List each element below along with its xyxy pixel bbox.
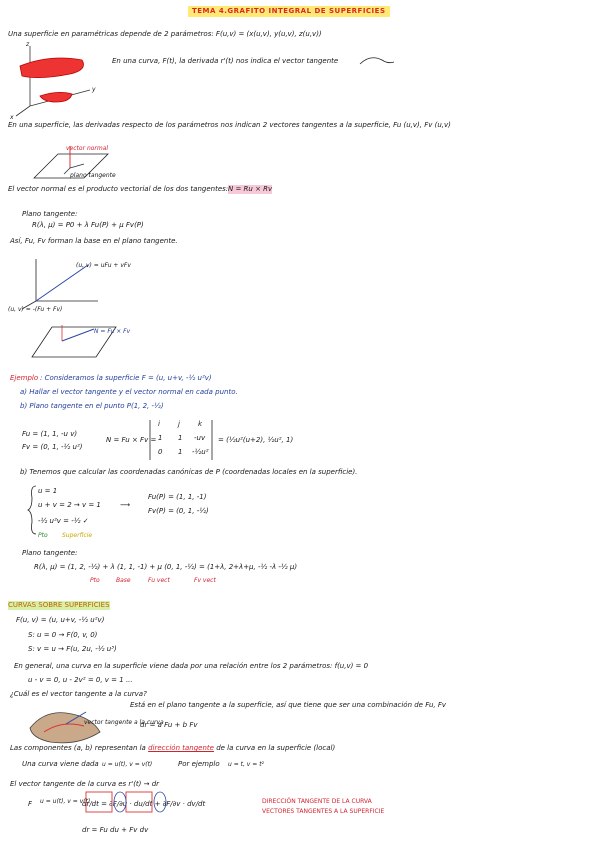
intro-line-2: En una curva, F(t), la derivada r'(t) nos indica el vector tangente — [112, 57, 339, 65]
axis-z-label: z — [26, 41, 30, 48]
b-note: b) Tenemos que calcular las coordenadas canónicas de P (coordenadas locales en la superficie). — [20, 468, 358, 476]
fu-at-p: Fu(P) = (1, 1, -1) — [148, 493, 207, 501]
axis-x-label: x — [10, 114, 14, 121]
plane-label: plano tangente — [70, 172, 116, 179]
curves-s2: S: v = u → F(u, 2u, -½ u³) — [28, 645, 117, 653]
plane-tangent-heading: Plano tangente: — [22, 210, 78, 218]
example-part-b: b) Plano tangente en el punto P(1, 2, -½) — [20, 402, 164, 410]
under-label-1: Pto — [90, 577, 100, 584]
curve-given: Una curva viene dada — [22, 760, 99, 768]
curve-example: Por ejemplo — [178, 760, 220, 768]
a-fu: Fu = (1, 1, -u v) — [22, 430, 78, 438]
a-normal-label: N = Fu × Fv = — [106, 436, 157, 444]
curves-heading: CURVAS SOBRE SUPERFICIES — [8, 601, 110, 609]
under-label-4: Fv vect — [194, 577, 216, 584]
final-eq: dr = Fu du + Fv dv — [82, 826, 149, 834]
curves-examples: u - v = 0, u - 2v² = 0, v = 1 ... — [28, 676, 133, 684]
page-title: TEMA 4.GRAFITO INTEGRAL DE SUPERFICIES — [188, 6, 390, 17]
under-label-2: Base — [116, 577, 131, 584]
curves-answer: Está en el plano tangente a la superficie, así que tiene que ser una combinación de Fu, Fv — [130, 701, 447, 709]
curves-f: F(u, v) = (u, u+v, -½ u²v) — [16, 616, 105, 624]
axis-y-label: y — [92, 86, 96, 93]
curves-question: ¿Cuál es el vector tangente a la curva? — [10, 690, 147, 698]
intro-line-1: Una superficie en paramétricas depende de 2 parámetros: F(u,v) = (x(u,v), y(u,v), z(u,v)) — [8, 30, 322, 38]
a-fv: Fv = (0, 1, -½ u²) — [22, 443, 83, 451]
matrix-r1c1: i — [158, 420, 160, 428]
a-result: = (½u²(u+2), ½u², 1) — [218, 436, 294, 444]
matrix-r2c1: 1 — [158, 434, 163, 442]
chain-highlight-boxes — [86, 792, 186, 822]
curve-sys: u = u(t), v = v(t) — [102, 761, 153, 768]
matrix-r2c3: -uv — [194, 434, 206, 442]
b-plane-heading: Plano tangente: — [22, 549, 78, 557]
comp-part-1: Las componentes (a, b) representan la — [10, 744, 146, 752]
example-intro: : Consideramos la superficie F = (u, u+v, -½ u²v) — [40, 374, 212, 382]
comp-part-dir: dirección tangente — [148, 744, 214, 752]
comp-line — [10, 744, 335, 753]
chain-eq: dr/dt = ∂F/∂u · du/dt + ∂F/∂v · dv/dt — [82, 800, 206, 808]
matrix-r1c2: j — [178, 420, 180, 428]
tangent-line: El vector tangente de la curva es r'(t) → dr — [10, 780, 160, 788]
plane-tangent-eq: R(λ, μ) = P0 + λ Fu(P) + μ Fv(P) — [32, 221, 144, 229]
normal-line-1: El vector normal es el producto vectorial de los dos tangentes: — [8, 185, 229, 193]
system-brace — [28, 484, 38, 536]
tangent-curve-sketch — [358, 52, 398, 72]
surface-line-1: En una superficie, las derivadas respecto de los parámetros nos indican 2 vectores tangentes a la superficie, Fu (u,v), Fv (u,v) — [8, 121, 451, 129]
curves-s1: S: u = 0 → F(0, v, 0) — [28, 631, 98, 639]
example-part-a: a) Hallar el vector tangente y el vector normal en cada punto. — [20, 388, 238, 396]
arrow-glyph: ⟶ — [120, 501, 131, 509]
comp-part-local: (local) — [313, 744, 336, 752]
normal-vector-label: vector normal — [66, 145, 109, 152]
graph2-bottom-label: (u, v) = -(Fu + Fv) — [8, 306, 63, 313]
sys-eq-2: u + v = 2 → v = 1 — [38, 501, 101, 509]
note-box-1: DIRECCIÓN TANGENTE DE LA CURVA — [262, 798, 372, 805]
curve-example-sys: u = t, v = t² — [228, 761, 264, 768]
matrix-r3c3: -½u² — [192, 448, 209, 456]
example-heading: Ejemplo — [10, 374, 39, 382]
b-plane-eq: R(λ, μ) = (1, 2, -½) + λ (1, 1, -1) + μ (0, 1, -½) = (1+λ, 2+λ+μ, -½ -λ -½ μ) — [34, 563, 298, 571]
sys-eq-3: -½ u²v = -½ ✓ — [38, 517, 89, 525]
surface-sketch — [10, 40, 110, 120]
curves-general: En general, una curva en la superficie viene dada por una relación entre los 2 parámetros: f(u,v) = 0 — [14, 662, 369, 670]
fv-at-p: Fv(P) = (0, 1, -½) — [148, 507, 209, 515]
chain-f: F — [28, 800, 33, 808]
sys-label-1: Pto — [38, 532, 48, 539]
matrix-r3c1: 0 — [158, 448, 163, 456]
graph2-top-label: (u, v) = uFu + vFv — [76, 262, 131, 269]
graph3-equation: N = Fu × Fv — [94, 328, 131, 335]
under-label-3: Fu vect — [148, 577, 170, 584]
comp-part-2: de la curva en la superficie — [216, 744, 312, 752]
curves-dr: dr = a Fu + b Fv — [140, 721, 198, 729]
matrix-r2c2: 1 — [178, 434, 183, 442]
basis-line: Así, Fu, Fv forman la base en el plano tangente. — [10, 237, 178, 245]
chain-pre: u = u(t), v = v(t) — [40, 798, 91, 805]
note-box-2: VECTORES TANGENTES A LA SUPERFICIE — [262, 808, 385, 815]
matrix-r3c2: 1 — [178, 448, 183, 456]
matrix-r1c3: k — [198, 420, 203, 428]
tangent-fig-label: vector tangente a la curva — [84, 719, 164, 726]
sys-label-2: Superficie — [62, 532, 93, 539]
sys-eq-1: u = 1 — [38, 487, 58, 495]
normal-formula: N = Ru × Rv — [228, 185, 273, 193]
